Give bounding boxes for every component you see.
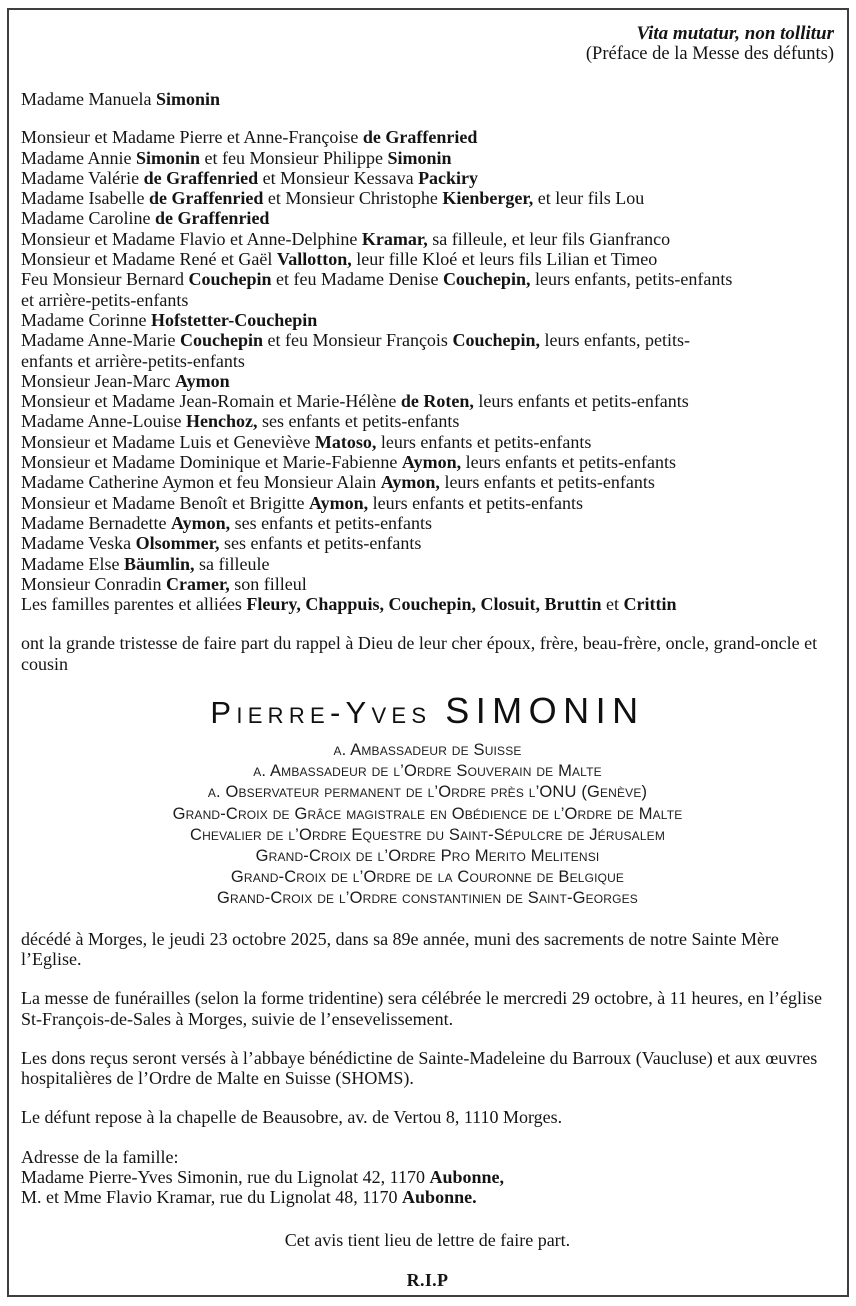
deceased-last-name: SIMONIN	[445, 690, 645, 732]
bold-name-segment: de Graffenried	[148, 188, 264, 209]
epigraph-quote: Vita mutatur, non tollitur	[636, 23, 834, 44]
rip-line: R.I.P	[406, 1269, 449, 1290]
bold-name-segment: Crittin	[623, 594, 677, 615]
text-segment: et	[601, 594, 624, 615]
family-line	[21, 513, 739, 533]
family-line	[21, 310, 739, 330]
family-line	[21, 371, 739, 391]
family-line	[21, 452, 739, 472]
family-line	[21, 127, 739, 147]
bold-name-segment: Packiry	[418, 167, 479, 188]
bold-name-segment: de Graffenried	[154, 208, 270, 229]
death-paragraph: décédé à Morges, le jeudi 23 octobre 2025, dans sa 89e année, muni des sacrements de notre Sainte Mère l’Eglise.	[21, 928, 779, 969]
bold-name-segment: Couchepin	[188, 269, 272, 290]
family-line	[21, 188, 739, 208]
bold-name-segment: Henchoz,	[185, 411, 258, 432]
family-line	[21, 493, 739, 513]
text-segment: et feu Madame Denise	[271, 269, 443, 290]
text-segment: leurs enfants, petits-enfants et arrière-petits-enfants	[21, 269, 733, 310]
bold-name-segment: Vallotton,	[276, 249, 352, 270]
text-segment: leurs enfants et petits-enfants	[376, 431, 592, 452]
family-line	[21, 168, 739, 188]
text-segment: Monsieur et Madame Benoît et Brigitte	[21, 492, 309, 513]
bold-name-segment: Aymon,	[401, 452, 462, 473]
epigraph	[21, 23, 834, 65]
text-segment: Madame Manuela	[21, 89, 156, 109]
text-segment: et Monsieur Christophe	[263, 188, 443, 209]
bold-name-segment: Matoso,	[314, 431, 377, 452]
text-segment: son filleul	[229, 573, 307, 594]
text-segment: Monsieur et Madame Luis et Geneviève	[21, 431, 315, 452]
family-line	[21, 594, 739, 614]
bold-name-segment: Aymon,	[308, 492, 369, 513]
family-line	[21, 391, 739, 411]
text-segment: leur fille Kloé et leurs fils Lilian et Timeo	[351, 249, 658, 270]
text-segment: Monsieur Jean-Marc	[21, 370, 175, 391]
family-line	[21, 411, 739, 431]
text-segment: Monsieur et Madame Flavio et Anne-Delphine	[21, 228, 362, 249]
epigraph-source: (Préface de la Messe des défunts)	[585, 44, 834, 64]
text-segment: Madame Bernadette	[21, 512, 171, 533]
family-list	[21, 127, 739, 614]
text-segment: Madame Valérie	[21, 167, 144, 188]
text-segment: Madame Anne-Marie	[21, 330, 180, 351]
chief-mourner-line	[21, 89, 834, 109]
bold-name-segment: Couchepin	[179, 330, 263, 351]
announcement-paragraph: ont la grande tristesse de faire part du rappel à Dieu de leur cher époux, frère, beau-frère, oncle, grand-oncle et cousin	[21, 633, 818, 674]
text-segment: leurs enfants et petits-enfants	[439, 472, 655, 493]
bold-name-segment: Aymon,	[170, 512, 231, 533]
bold-name-segment: Olsommer,	[135, 533, 220, 554]
text-segment: ses enfants et petits-enfants	[219, 533, 422, 554]
title-line: Grand-Croix de l’Ordre Pro Merito Melitensi	[255, 847, 600, 866]
text-segment: ses enfants et petits-enfants	[257, 411, 460, 432]
family-line	[21, 148, 739, 168]
text-segment: Madame Veska	[21, 533, 136, 554]
text-segment: Monsieur et Madame René et Gaël	[21, 249, 277, 270]
family-line	[21, 432, 739, 452]
text-segment: et feu Monsieur Philippe	[200, 147, 388, 168]
text-segment: Les familles parentes et alliées	[21, 594, 247, 615]
bold-name-segment: Kienberger,	[442, 188, 534, 209]
title-line: Grand-Croix de l’Ordre de la Couronne de Belgique	[230, 868, 625, 887]
bold-name-segment: Kramar,	[361, 228, 428, 249]
text-segment: Madame Anne-Louise	[21, 411, 186, 432]
family-line	[21, 249, 739, 269]
deceased-titles-list	[21, 740, 834, 910]
text-segment: Madame Catherine Aymon et feu Monsieur Alain	[21, 472, 381, 493]
bold-name-segment: Aubonne,	[429, 1167, 504, 1188]
text-segment: Madame Caroline	[21, 208, 155, 229]
family-address-block	[21, 1147, 834, 1208]
funeral-mass-paragraph: La messe de funérailles (selon la forme tridentine) sera célébrée le mercredi 29 octobre, à 11 heures, en l’église St-François-de-Sales à Morges, suivie de l’ensevelissement.	[21, 988, 822, 1029]
family-line	[21, 533, 739, 553]
bold-name-segment: Simonin	[387, 147, 452, 168]
bold-name-segment: Aubonne.	[402, 1187, 477, 1208]
obituary-notice-frame	[7, 8, 849, 1297]
text-segment: Monsieur Conradin	[21, 573, 166, 594]
text-segment: sa filleule, et leur fils Gianfranco	[427, 228, 671, 249]
bold-name-segment: Aymon	[174, 370, 230, 391]
closing-notice: Cet avis tient lieu de lettre de faire part.	[284, 1229, 571, 1250]
bold-name-segment: Simonin	[135, 147, 201, 168]
bold-name-segment: Bäumlin,	[123, 553, 195, 574]
text-segment: M. et Mme Flavio Kramar, rue du Lignolat 48, 1170	[21, 1187, 403, 1208]
text-segment: Feu Monsieur Bernard	[21, 269, 189, 290]
title-line: Grand-Croix de Grâce magistrale en Obédience de l’Ordre de Malte	[172, 804, 683, 823]
deceased-name	[21, 690, 834, 734]
bold-name-segment: de Roten,	[400, 391, 474, 412]
bold-name-segment: Simonin	[155, 89, 220, 109]
family-line	[21, 208, 739, 228]
family-line	[21, 554, 739, 574]
title-line: a. Ambassadeur de Suisse	[333, 741, 522, 760]
title-line: Grand-Croix de l’Ordre constantinien de Saint-Georges	[217, 889, 638, 908]
bold-name-segment: de Graffenried	[143, 167, 259, 188]
text-segment: leurs enfants, petits-enfants et arrière-petits-enfants	[21, 330, 690, 371]
family-line	[21, 269, 739, 310]
bold-name-segment: Hofstetter-Couchepin	[150, 309, 318, 330]
text-segment: leurs enfants et petits-enfants	[368, 492, 584, 513]
title-line: a. Ambassadeur de l’Ordre Souverain de Malte	[253, 762, 602, 781]
family-line	[21, 330, 739, 371]
deceased-first-names: Pierre-Yves	[210, 695, 432, 731]
bold-name-segment: Couchepin,	[452, 330, 540, 351]
bold-name-segment: Couchepin,	[442, 269, 531, 290]
text-segment: Monsieur et Madame Pierre et Anne-Françoise	[21, 127, 363, 148]
text-segment: et Monsieur Kessava	[258, 167, 419, 188]
family-line	[21, 472, 739, 492]
bold-name-segment: Aymon,	[380, 472, 440, 493]
text-segment: Madame Annie	[21, 147, 136, 168]
text-segment: ses enfants et petits-enfants	[230, 512, 433, 533]
text-segment: Madame Corinne	[21, 309, 151, 330]
text-segment: et feu Monsieur François	[262, 330, 453, 351]
family-address-lines	[21, 1167, 834, 1208]
title-line: Chevalier de l’Ordre Equestre du Saint-Sépulcre de Jérusalem	[189, 825, 666, 844]
address-line	[21, 1187, 834, 1207]
text-segment: leurs enfants et petits-enfants	[473, 391, 689, 412]
text-segment: sa filleule	[194, 553, 270, 574]
text-segment: et leur fils Lou	[533, 188, 645, 209]
family-line	[21, 574, 739, 594]
text-segment: Madame Else	[21, 553, 124, 574]
repose-paragraph: Le défunt repose à la chapelle de Beausobre, av. de Vertou 8, 1110 Morges.	[21, 1107, 563, 1128]
title-line: a. Observateur permanent de l’Ordre près l’ONU (Genève)	[207, 783, 648, 802]
family-line	[21, 229, 739, 249]
text-segment: Madame Pierre-Yves Simonin, rue du Lignolat 42, 1170	[21, 1167, 430, 1188]
text-segment: Monsieur et Madame Jean-Romain et Marie-Hélène	[21, 391, 401, 412]
address-line	[21, 1167, 834, 1187]
text-segment: Monsieur et Madame Dominique et Marie-Fabienne	[21, 452, 402, 473]
bold-name-segment: Fleury, Chappuis, Couchepin, Closuit, Bruttin	[246, 594, 602, 615]
text-segment: Madame Isabelle	[21, 188, 149, 209]
family-address-label: Adresse de la famille:	[21, 1146, 179, 1167]
donations-paragraph: Les dons reçus seront versés à l’abbaye bénédictine de Sainte-Madeleine du Barroux (Vaucluse) et aux œuvres hospitalières de l’Ordre de Malte en Suisse (SHOMS).	[21, 1047, 818, 1089]
text-segment: leurs enfants et petits-enfants	[461, 452, 677, 473]
bold-name-segment: de Graffenried	[362, 127, 478, 148]
bold-name-segment: Cramer,	[165, 573, 230, 594]
